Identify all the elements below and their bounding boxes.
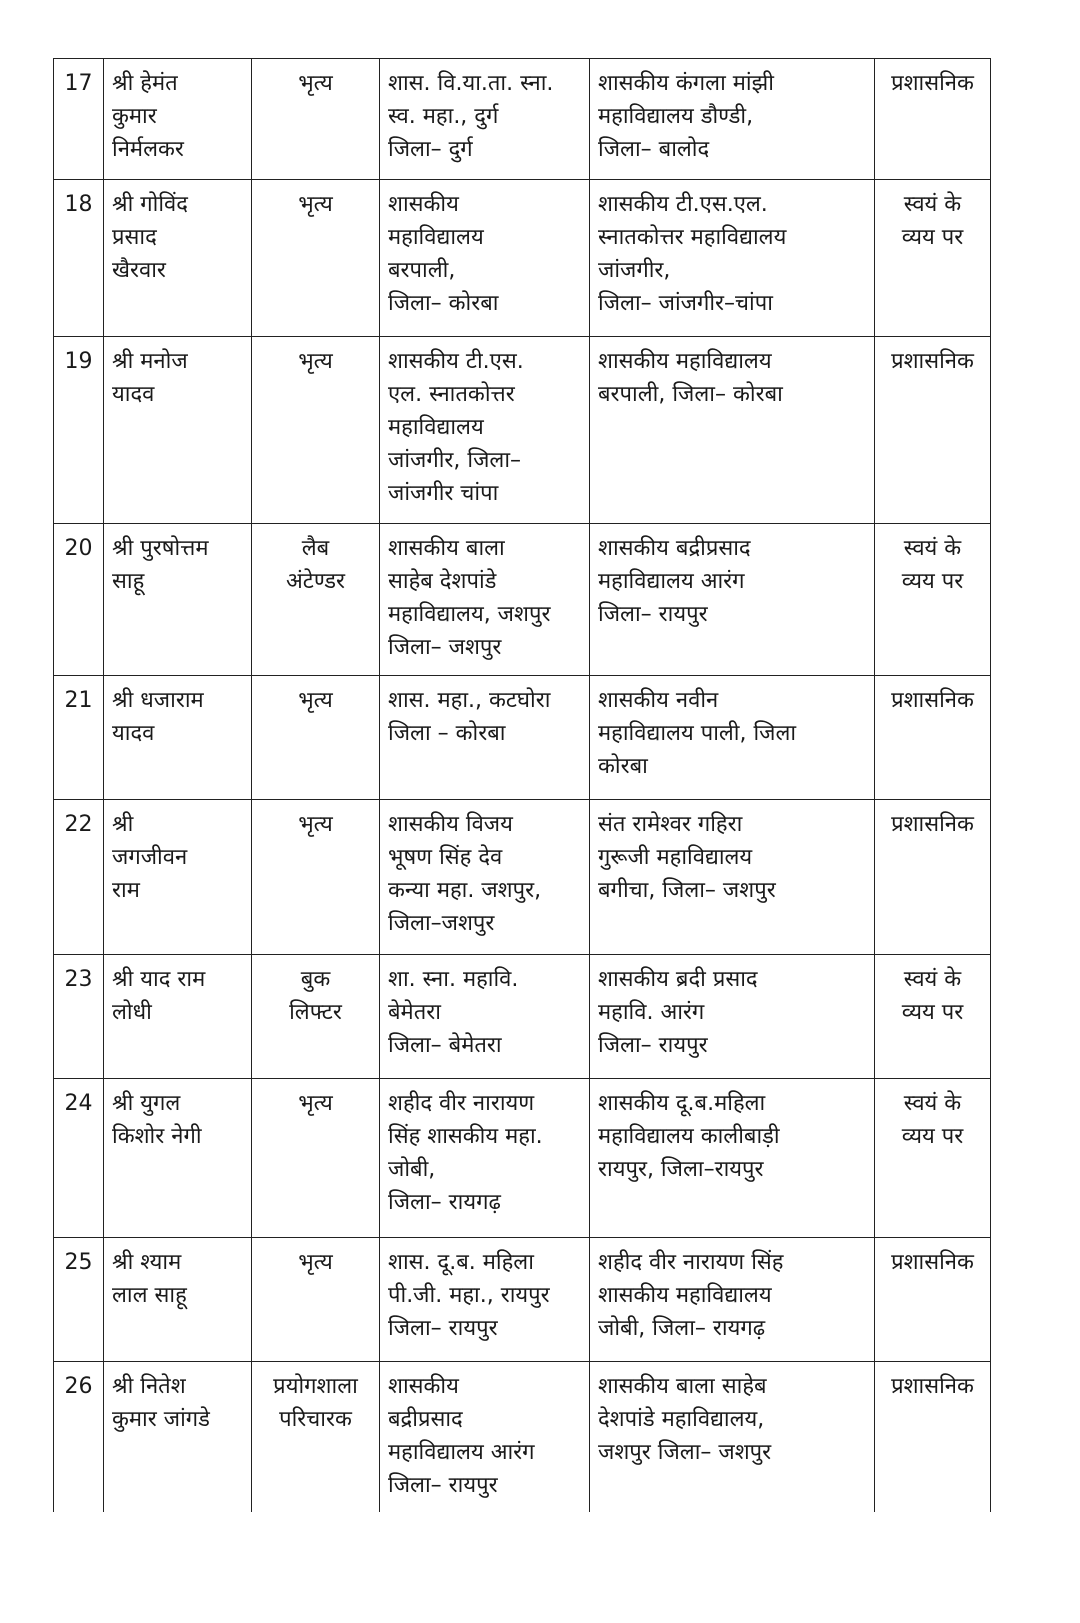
transfer-reason: स्वयं के व्यय पर [875, 524, 991, 676]
employee-name: श्री हेमंत कुमार निर्मलकर [104, 59, 252, 180]
new-posting: शासकीय महाविद्यालय बरपाली, जिला– कोरबा [590, 337, 875, 524]
current-posting: शासकीय बद्रीप्रसाद महाविद्यालय आरंग जिला– रायपुर [380, 1362, 590, 1512]
transfer-reason: प्रशासनिक [875, 59, 991, 180]
post: भृत्य [252, 1079, 380, 1238]
post: भृत्य [252, 337, 380, 524]
current-posting: शहीद वीर नारायण सिंह शासकीय महा. जोबी, जिला– रायगढ़ [380, 1079, 590, 1238]
current-posting: शासकीय बाला साहेब देशपांडे महाविद्यालय, जशपुर जिला– जशपुर [380, 524, 590, 676]
new-posting: शासकीय दू.ब.महिला महाविद्यालय कालीबाड़ी रायपुर, जिला–रायपुर [590, 1079, 875, 1238]
serial-number: 24 [54, 1079, 104, 1238]
employee-name: श्री मनोज यादव [104, 337, 252, 524]
employee-name: श्री जगजीवन राम [104, 800, 252, 955]
table-row [54, 524, 991, 676]
employee-name: श्री युगल किशोर नेगी [104, 1079, 252, 1238]
employee-name: श्री गोविंद प्रसाद खैरवार [104, 180, 252, 337]
table-row [54, 337, 991, 524]
new-posting: शासकीय कंगला मांझी महाविद्यालय डौण्डी, जिला– बालोद [590, 59, 875, 180]
transfer-reason: स्वयं के व्यय पर [875, 955, 991, 1079]
post: भृत्य [252, 180, 380, 337]
current-posting: शास. महा., कटघोरा जिला – कोरबा [380, 676, 590, 800]
table-row [54, 955, 991, 1079]
employee-name: श्री याद राम लोधी [104, 955, 252, 1079]
serial-number: 22 [54, 800, 104, 955]
serial-number: 18 [54, 180, 104, 337]
current-posting: शास. वि.या.ता. स्ना. स्व. महा., दुर्ग जिला– दुर्ग [380, 59, 590, 180]
new-posting: शहीद वीर नारायण सिंह शासकीय महाविद्यालय जोबी, जिला– रायगढ़ [590, 1238, 875, 1362]
post: लैब अंटेण्डर [252, 524, 380, 676]
table-row [54, 180, 991, 337]
transfer-reason: प्रशासनिक [875, 1362, 991, 1512]
new-posting: संत रामेश्वर गहिरा गुरूजी महाविद्यालय बगीचा, जिला– जशपुर [590, 800, 875, 955]
transfer-reason: प्रशासनिक [875, 800, 991, 955]
transfer-reason: स्वयं के व्यय पर [875, 180, 991, 337]
new-posting: शासकीय ब्रदी प्रसाद महावि. आरंग जिला– रायपुर [590, 955, 875, 1079]
table-row [54, 59, 991, 180]
employee-name: श्री नितेश कुमार जांगडे [104, 1362, 252, 1512]
post: भृत्य [252, 800, 380, 955]
table-row [54, 1238, 991, 1362]
transfer-table [53, 58, 991, 1512]
serial-number: 19 [54, 337, 104, 524]
serial-number: 20 [54, 524, 104, 676]
new-posting: शासकीय टी.एस.एल. स्नातकोत्तर महाविद्यालय जांजगीर, जिला– जांजगीर–चांपा [590, 180, 875, 337]
current-posting: शासकीय महाविद्यालय बरपाली, जिला– कोरबा [380, 180, 590, 337]
employee-name: श्री धजाराम यादव [104, 676, 252, 800]
table-row [54, 800, 991, 955]
serial-number: 17 [54, 59, 104, 180]
post: भृत्य [252, 59, 380, 180]
transfer-reason: प्रशासनिक [875, 676, 991, 800]
post: भृत्य [252, 676, 380, 800]
new-posting: शासकीय बद्रीप्रसाद महाविद्यालय आरंग जिला– रायपुर [590, 524, 875, 676]
transfer-reason: प्रशासनिक [875, 337, 991, 524]
serial-number: 26 [54, 1362, 104, 1512]
new-posting: शासकीय बाला साहेब देशपांडे महाविद्यालय, जशपुर जिला– जशपुर [590, 1362, 875, 1512]
serial-number: 21 [54, 676, 104, 800]
transfer-reason: प्रशासनिक [875, 1238, 991, 1362]
table-row [54, 1362, 991, 1512]
transfer-reason: स्वयं के व्यय पर [875, 1079, 991, 1238]
serial-number: 23 [54, 955, 104, 1079]
serial-number: 25 [54, 1238, 104, 1362]
post: भृत्य [252, 1238, 380, 1362]
current-posting: शास. दू.ब. महिला पी.जी. महा., रायपुर जिला– रायपुर [380, 1238, 590, 1362]
current-posting: शासकीय विजय भूषण सिंह देव कन्या महा. जशपुर, जिला–जशपुर [380, 800, 590, 955]
post: बुक लिफ्टर [252, 955, 380, 1079]
table-row [54, 676, 991, 800]
current-posting: शा. स्ना. महावि. बेमेतरा जिला– बेमेतरा [380, 955, 590, 1079]
employee-name: श्री पुरषोत्तम साहू [104, 524, 252, 676]
new-posting: शासकीय नवीन महाविद्यालय पाली, जिला कोरबा [590, 676, 875, 800]
current-posting: शासकीय टी.एस. एल. स्नातकोत्तर महाविद्यालय जांजगीर, जिला– जांजगीर चांपा [380, 337, 590, 524]
employee-name: श्री श्याम लाल साहू [104, 1238, 252, 1362]
table-row [54, 1079, 991, 1238]
post: प्रयोगशाला परिचारक [252, 1362, 380, 1512]
